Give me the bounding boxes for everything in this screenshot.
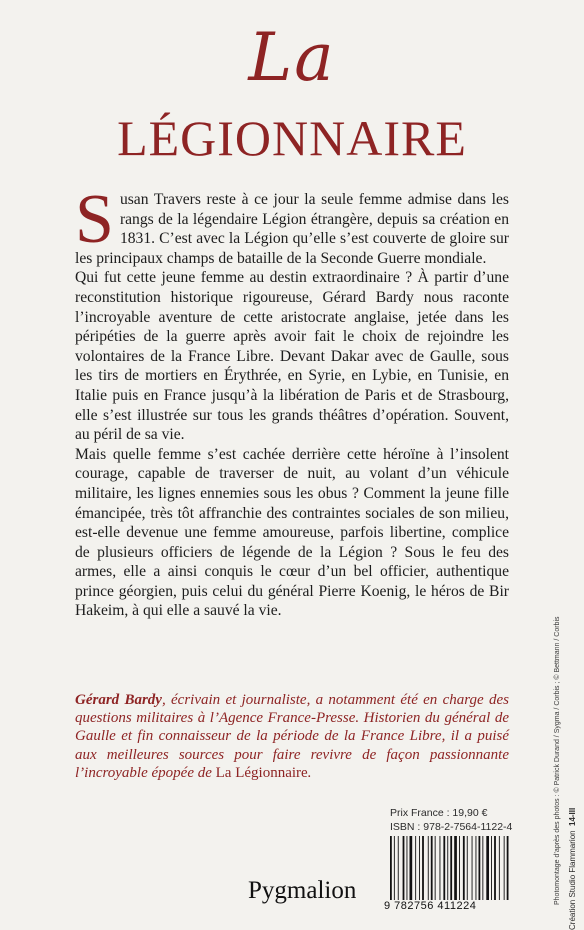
barcode-bar	[467, 836, 468, 900]
barcode-bar	[507, 836, 509, 900]
barcode-bar	[431, 836, 433, 900]
blurb-paragraph-2: Qui fut cette jeune femme au destin extraordinaire ? À partir d’une reconstitution historique rigoureuse, Gérard Bardy nous raconte l’incroyable aventure de cette aristocrate anglaise, jetée dans les péripéties de la guerre après avoir fait le choix de rejoindre les volontaires de la France Libre. Devant Dakar avec de Gaulle, sous les tirs de mortiers en Érythrée, en Syrie, en Lybie, en Tunisie, en Italie puis en France jusqu’à la libération de Paris et de Strasbourg, elle s’est illustrée sur tous les grands théâtres d’opération. Souvent, au péril de sa vie.	[75, 269, 509, 444]
blurb	[75, 181, 509, 621]
barcode-bar	[428, 836, 429, 900]
blurb-paragraph-1-text: usan Travers reste à ce jour la seule femme admise dans les rangs de la légendaire Légion étrangère, depuis sa création en 1831. C’est avec la Légion qu’elle s’est couverte de gloire sur les principaux champs de bataille de la Seconde Guerre mondiale.	[75, 191, 509, 267]
publisher-name: Pygmalion	[248, 877, 357, 904]
barcode-bar	[390, 836, 392, 900]
author-name: Gérard Bardy	[75, 692, 162, 708]
barcode-bar	[476, 836, 477, 900]
isbn-label: ISBN : 978-2-7564-1122-4	[390, 821, 513, 833]
barcode-bar	[459, 836, 460, 900]
barcode-bar	[398, 836, 399, 900]
blurb-paragraph-1	[75, 181, 509, 268]
barcode-bar	[504, 836, 505, 900]
barcode-bar	[463, 836, 465, 900]
barcode-bar	[472, 836, 473, 900]
drop-cap: S	[75, 181, 114, 258]
book-reference: La Légionnaire	[215, 764, 308, 781]
barcode-bar	[415, 836, 416, 900]
book-title: LÉGIONNAIRE	[117, 110, 467, 166]
barcode-bar	[422, 836, 424, 900]
barcode-icon	[388, 836, 516, 900]
barcode-bar	[440, 836, 441, 900]
barcode-bar	[443, 836, 445, 900]
barcode-bar	[499, 836, 500, 900]
photo-credit: Photomontage d’après des photos : © Patrick Durand / Sygma / Corbis ; © Bettmann / Corbis	[554, 616, 561, 905]
barcode-bar	[479, 836, 481, 900]
barcode-bar	[407, 836, 408, 900]
barcode-bar	[403, 836, 405, 900]
author-bio-text: , écrivain et journaliste, a notamment été en charge des questions militaires à l’Agence France-Presse. Historien du général de Gaulle et fin connaisseur de la période de la France Libre, il a puisé aux meilleures sources pour faire revivre de façon passionnante l’incroyable épopée de	[75, 692, 509, 781]
barcode-bar	[454, 836, 457, 900]
barcode-bar	[447, 836, 448, 900]
print-code: 14-III	[568, 807, 577, 826]
barcode-digits: 9 782756 411224	[384, 900, 477, 912]
author-bio	[75, 691, 509, 782]
barcode-bar	[491, 836, 492, 900]
barcode-bar	[494, 836, 496, 900]
barcode-bar	[435, 836, 436, 900]
barcode-bar	[394, 836, 395, 900]
price-info	[390, 806, 513, 834]
barcode-bar	[486, 836, 489, 900]
design-credit: Création Studio Flammarion	[568, 830, 577, 930]
barcode-bar	[419, 836, 420, 900]
price-label: Prix France : 19,90 €	[390, 807, 488, 819]
author-bio-end: .	[307, 764, 312, 781]
barcode-bar	[482, 836, 483, 900]
blurb-paragraph-3: Mais quelle femme s’est cachée derrière cette héroïne à l’insolent courage, capable de traverser de nuit, au volant d’un véhicule militaire, les lignes ennemies sous les obus ? Comment la jeune fille émancipée, très tôt affranchie des contraintes sociales de son milieu, est-elle devenue une femme amoureuse, parfois libertine, complice de plusieurs officiers de légende de la Légion ? Sous le feu des armes, elle a ainsi conquis le cœur d’un bel officier, authentique prince géorgien, puis celui du général Pierre Koenig, le héros de Bir Hakeim, à qui elle a sauvé la vie.	[75, 445, 509, 620]
barcode-bar	[450, 836, 452, 900]
title-article: La	[248, 19, 336, 96]
barcode-bar	[410, 836, 413, 900]
